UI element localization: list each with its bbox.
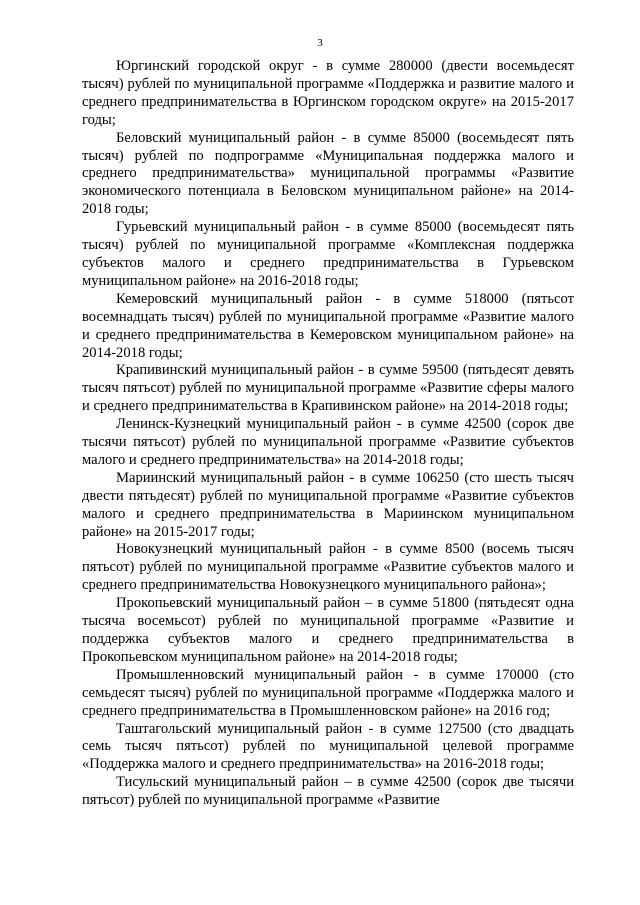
paragraph-promyshlennovsky: Промышленновский муниципальный район - в сумме 170000 (сто семьдесят тысяч) рублей по муниципальной программе «Поддержка малого и среднего предпринимательства в Промышленновском районе» на 2016 год; [82, 666, 574, 719]
page-number: 3 [317, 37, 323, 49]
paragraph-yurginsky: Юргинский городской округ - в сумме 280000 (двести восемьдесят тысяч) рублей по муниципальной программе «Поддержка и развитие малого и среднего предпринимательства в Юргинском городском округе» на 2015-2017 годы; [82, 58, 574, 128]
document-body [82, 58, 574, 810]
paragraph-prokopyevsky: Прокопьевский муниципальный район – в сумме 51800 (пятьдесят одна тысяча восемьсот) рублей по муниципальной программе «Развитие и поддержка субъектов малого и среднего предпринимательства в Прокопьевском муниципальном районе» на 2014-2018 годы; [82, 595, 574, 665]
paragraph-belovsky: Беловский муниципальный район - в сумме 85000 (восемьдесят пять тысяч) рублей по подпрограмме «Муниципальная поддержка малого и среднего предпринимательства» муниципальной программы «Развитие экономического потенциала в Беловском муниципальном районе» на 2014-2018 годы; [82, 129, 574, 218]
paragraph-guryevsky: Гурьевский муниципальный район - в сумме 85000 (восемьдесят пять тысяч) рублей по муниципальной программе «Комплексная поддержка субъектов малого и среднего предпринимательства в Гурьевском муниципальном районе» на 2016-2018 годы; [82, 219, 574, 289]
paragraph-kemerovsky: Кемеровский муниципальный район - в сумме 518000 (пятьсот восемнадцать тысяч) рублей по муниципальной программе «Развитие малого и среднего предпринимательства в Кемеровском муниципальном районе» на 2014-2018 годы; [82, 290, 574, 361]
paragraph-novokuznetsky: Новокузнецкий муниципальный район - в сумме 8500 (восемь тысяч пятьсот) рублей по муниципальной программе «Развитие субъектов малого и среднего предпринимательства Новокузнецкого муниципального района»; [82, 541, 574, 594]
paragraph-mariinsky: Мариинский муниципальный район - в сумме 106250 (сто шесть тысяч двести пятьдесят) рублей по муниципальной программе «Развитие субъектов малого и среднего предпринимательства в Мариинском муниципальном районе» на 2015-2017 годы; [82, 469, 574, 540]
paragraph-leninsk-kuznetsky: Ленинск-Кузнецкий муниципальный район - в сумме 42500 (сорок две тысячи пятьсот) рублей по муниципальной программе «Развитие субъектов малого и среднего предпринимательства» на 2014-2018 годы; [82, 416, 574, 468]
paragraph-tashtagolsky: Таштагольский муниципальный район - в сумме 127500 (сто двадцать семь тысяч пятьсот) рублей по муниципальной целевой программе «Поддержка малого и среднего предпринимательства» на 2016-2018 годы; [82, 720, 574, 773]
paragraph-tisulsky: Тисульский муниципальный район – в сумме 42500 (сорок две тысячи пятьсот) рублей по муниципальной программе «Развитие [82, 774, 574, 809]
paragraph-krapivinsky: Крапивинский муниципальный район - в сумме 59500 (пятьдесят девять тысяч пятьсот) рублей по муниципальной программе «Развитие сферы малого и среднего предпринимательства в Крапивинском районе» на 2014-2018 годы; [82, 362, 574, 415]
